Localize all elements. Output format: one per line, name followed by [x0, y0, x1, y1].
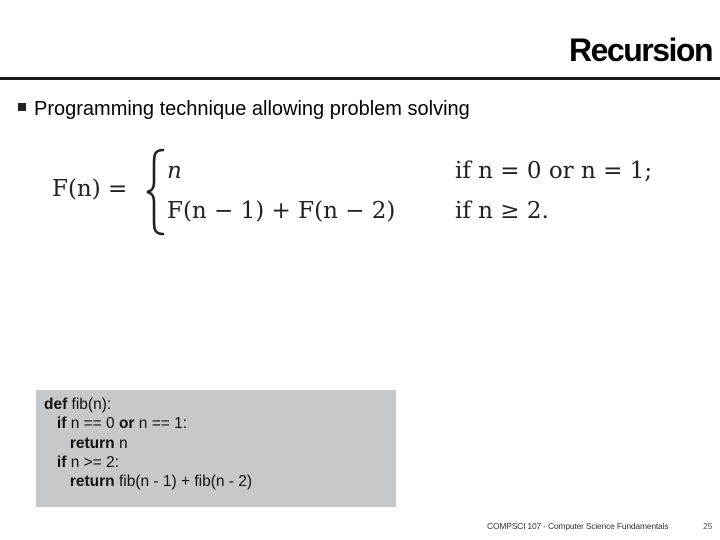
- code-line: if n == 0 or n == 1:: [56, 415, 188, 433]
- formula-lhs: F(n) =: [52, 176, 128, 202]
- code-line: return n: [69, 434, 128, 452]
- bullet-text: Programming technique allowing problem solving: [34, 98, 470, 120]
- slide-title: Recursion: [569, 32, 712, 68]
- case-1-value: n: [167, 158, 182, 184]
- code-block: [36, 390, 396, 507]
- case-2-condition: if n ≥ 2.: [455, 198, 549, 224]
- title-divider: [0, 77, 720, 80]
- square-bullet-icon: [18, 103, 26, 111]
- code-line: return fib(n - 1) + fib(n - 2): [69, 473, 253, 491]
- fibonacci-formula: [52, 148, 672, 238]
- left-brace-icon: [144, 148, 166, 236]
- case-1-condition: if n = 0 or n = 1;: [455, 158, 653, 184]
- slide-footer: COMPSCI 107 - Computer Science Fundamentals: [487, 521, 669, 531]
- bullet-item: [18, 96, 470, 122]
- page-number: 25: [703, 521, 713, 531]
- code-line: if n >= 2:: [56, 453, 119, 471]
- code-line: def fib(n):: [44, 396, 112, 413]
- case-2-value: F(n − 1) + F(n − 2): [167, 198, 396, 224]
